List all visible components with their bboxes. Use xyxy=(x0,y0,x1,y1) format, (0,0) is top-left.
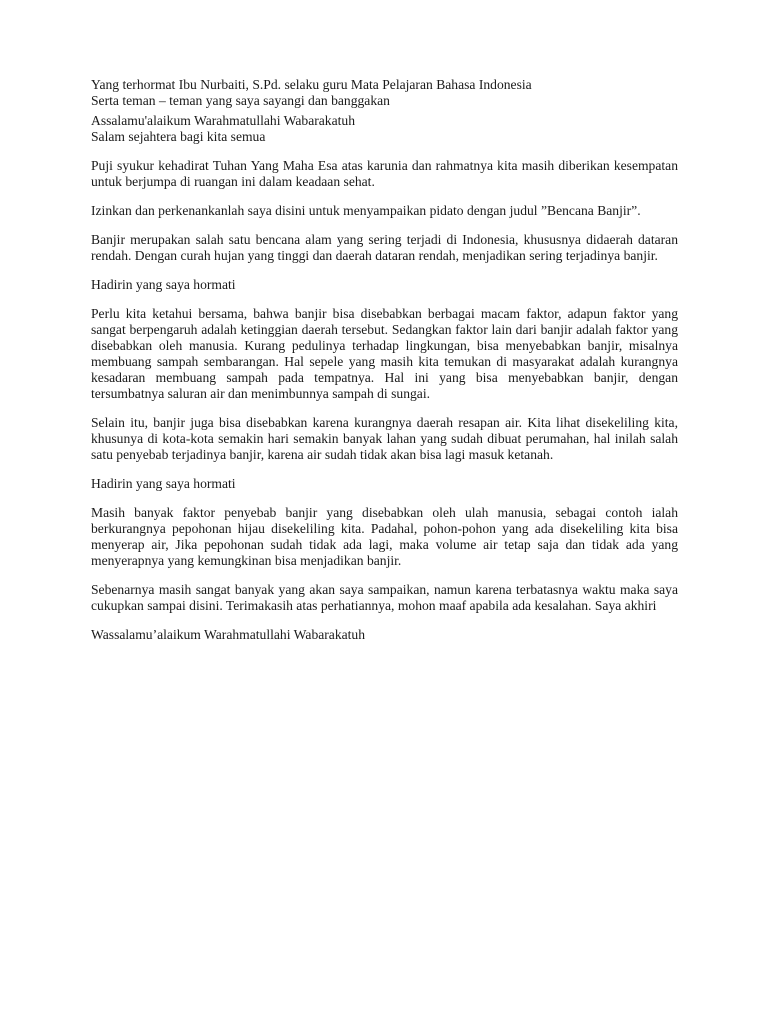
speech-document xyxy=(91,77,678,643)
causes-paragraph: Perlu kita ketahui bersama, bahwa banjir bisa disebabkan berbagai macam faktor, adapun faktor yang sangat berpengaruh adalah ketinggian daerah tersebut. Sedangkan faktor lain dari banjir adalah faktor yang disebabkan oleh manusia. Kurang pedulinya terhadap lingkungan, bisa menyebabkan banjir, misalnya membuang sampah sembarangan. Hal sepele yang masih kita temukan di masyarakat adalah kurangnya kesadaran membuang sampah pada tempatnya. Hal ini yang bisa menyebabkan banjir, dengan tersumbatnya saluran air dan menimbunnya sampah di sungai. xyxy=(91,306,678,401)
salam-line-2: Salam sejahtera bagi kita semua xyxy=(91,129,266,144)
absorption-paragraph: Selain itu, banjir juga bisa disebabkan karena kurangnya daerah resapan air. Kita lihat disekeliling kita, khusunya di kota-kota semakin hari semakin banyak lahan yang sudah dibuat perumahan, hal inilah salah satu penyebab terjadinya banjir, karena air sudah tidak akan bisa lagi masuk ketanah. xyxy=(91,415,678,462)
audience-greeting-1: Hadirin yang saya hormati xyxy=(91,277,236,292)
introduction-paragraph: Izinkan dan perkenankanlah saya disini untuk menyampaikan pidato dengan judul ”Bencana Banjir”. xyxy=(91,203,641,218)
closing-paragraph: Sebenarnya masih sangat banyak yang akan saya sampaikan, namun karena terbatasnya waktu maka saya cukupkan sampai disini. Terimakasih atas perhatiannya, mohon maaf apabila ada kesalahan. Saya akhiri xyxy=(91,582,678,613)
salam-line-1: Assalamu'alaikum Warahmatullahi Wabarakatuh xyxy=(91,113,355,128)
opening-paragraph: Puji syukur kehadirat Tuhan Yang Maha Esa atas karunia dan rahmatnya kita masih diberikan kesempatan untuk berjumpa di ruangan ini dalam keadaan sehat. xyxy=(91,158,678,189)
greeting-line-2: Serta teman – teman yang saya sayangi dan banggakan xyxy=(91,93,390,108)
closing-salam: Wassalamu’alaikum Warahmatullahi Wabarakatuh xyxy=(91,627,366,642)
flood-definition-paragraph: Banjir merupakan salah satu bencana alam yang sering terjadi di Indonesia, khususnya didaerah dataran rendah. Dengan curah hujan yang tinggi dan daerah dataran rendah, menjadikan sering terjadinya banjir. xyxy=(91,232,678,263)
greeting-line-1: Yang terhormat Ibu Nurbaiti, S.Pd. selaku guru Mata Pelajaran Bahasa Indonesia xyxy=(91,77,532,92)
audience-greeting-2: Hadirin yang saya hormati xyxy=(91,476,236,491)
trees-paragraph: Masih banyak faktor penyebab banjir yang disebabkan oleh ulah manusia, sebagai contoh ialah berkurangnya pepohonan hijau disekeliling kita. Padahal, pohon-pohon yang ada disekeliling kita bisa menyerap air, Jika pepohonan sudah tidak ada lagi, maka volume air tetap saja dan tidak ada yang menyerapnya yang kemungkinan bisa menjadikan banjir. xyxy=(91,505,678,568)
